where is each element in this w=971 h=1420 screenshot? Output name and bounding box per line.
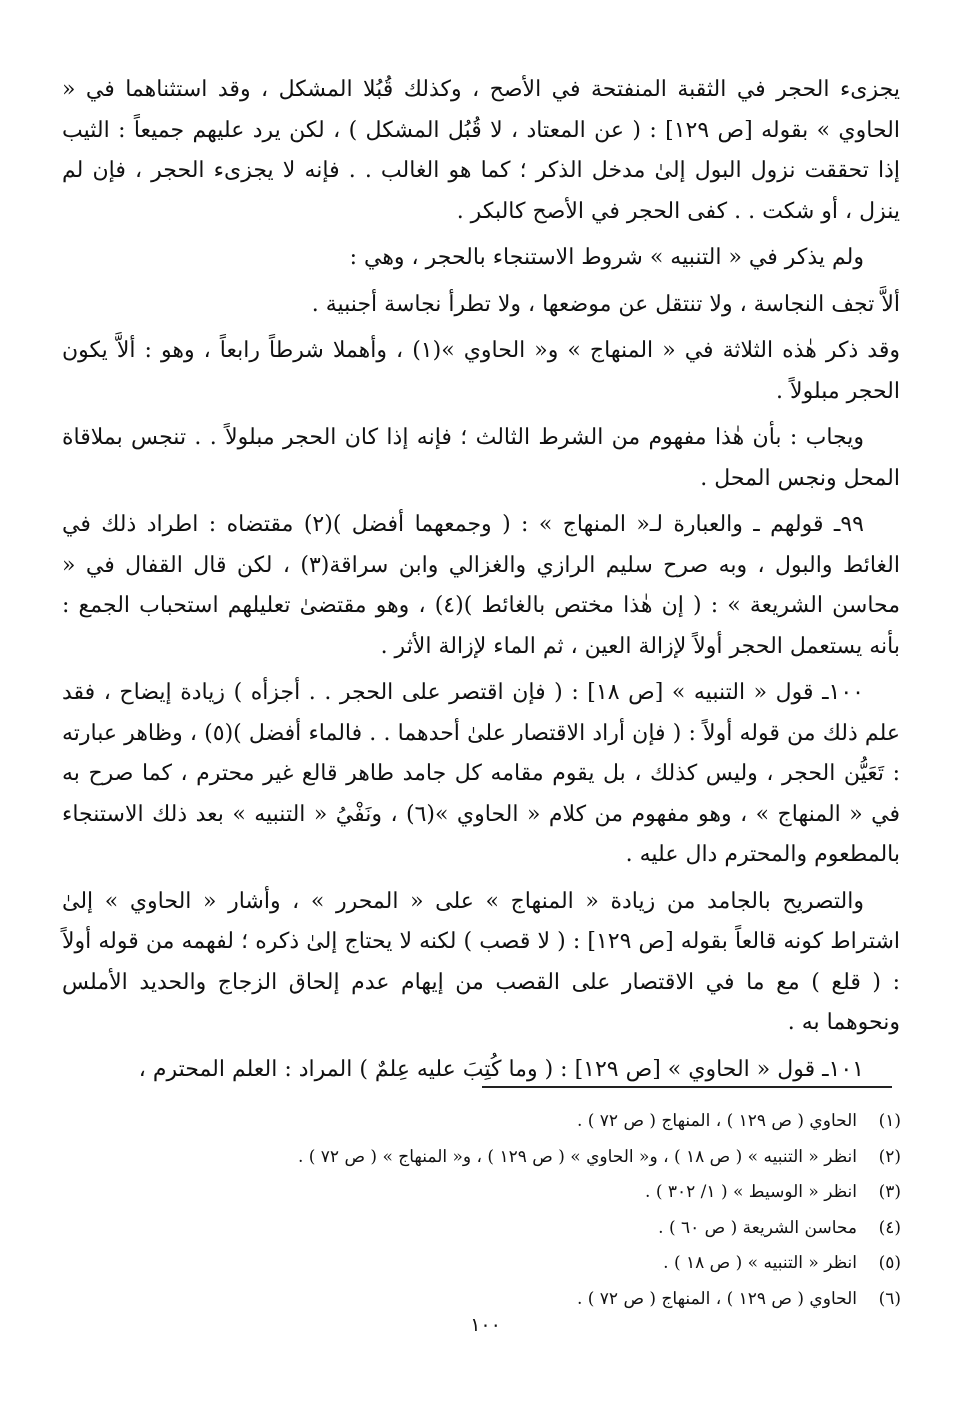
footnote-3 — [141, 1175, 901, 1211]
paragraph-4: وقد ذكر هٰذه الثلاثة في « المنهاج » و« الحاوي »(١) ، وأهملا شرطاً رابعاً ، وهو : ألاَّ يكون الحجر مبلولاً . — [62, 338, 900, 404]
paragraph-99: ٩٩ـ قولهم ـ والعبارة لـ« المنهاج » : ( وجمعهما أفضل )(٢) مقتضاه : اطراد ذلك في الغائط والبول ، وبه صرح سليم الرازي والغزالي وابن سراقة(٣) ، لكن قال القفال في « محاسن الشريعة » : ( إن هٰذا مختص بالغائط )(٤) ، وهو مقتضىٰ تعليلهم استحباب الجمع : بأنه يستعمل الحجر أولاً لإزالة العين ، ثم الماء لإزالة الأثر . — [62, 512, 901, 659]
footnotes — [141, 1104, 901, 1317]
paragraph-5: ويجاب : بأن هٰذا مفهوم من الشرط الثالث ؛ فإنه إذا كان الحجر مبلولاً . . تنجس بملاقاة المحل ونجس المحل . — [62, 425, 900, 491]
footnote-number: (٥) — [878, 1253, 901, 1273]
paragraph-3: ألاَّ تجف النجاسة ، ولا تنتقل عن موضعها ، ولا تطرأ نجاسة أجنبية . — [311, 291, 900, 317]
paragraph-100: ١٠٠ـ قول « التنبيه » [ص ١٨] : ( فإن اقتصر على الحجر . . أجزأه ) زيادة إيضاح ، فقد علم ذلك من قوله أولاً : ( فإن أراد الاقتصار علىٰ أحدهما . . فالماء أفضل )(٥) ، وظاهر عبارته : تَعَيُّن الحجر ، وليس كذلك ، بل يقوم مقامه كل جامد طاهر قالع غير محترم ، كما صرح به في « المنهاج » ، وهو مفهوم من كلام « الحاوي »(٦) ، ونَفْيُ « التنبيه » بعد ذلك الاستنجاء بالمطعوم والمحترم دال عليه . — [62, 680, 900, 867]
footnote-text: محاسن الشريعة ( ص ٦٠ ) . — [658, 1217, 857, 1238]
footnote-2 — [141, 1140, 901, 1176]
paragraph-2: ولم يذكر في « التنبيه » شروط الاستنجاء بالحجر ، وهي : — [349, 245, 864, 270]
footnote-number: (٢) — [878, 1146, 901, 1167]
footnote-1 — [141, 1104, 901, 1140]
paragraph-1: يجزىء الحجر في الثقبة المنفتحة في الأصح ، وكذلك قُبُلا المشكل ، وقد استثناهما في « الحاوي » بقوله [ص ١٢٩] : ( عن المعتاد ، لا قُبُل المشكل ) ، لكن يرد عليهم جميعاً : الثيب إذا تحققت نزول البول إلىٰ مدخل الذكر ؛ كما هو الغالب . . فإنه لا يجزىء الحجر ، فإن لم ينزل ، أو شكت . . كفى الحجر في الأصح كالبكر . — [62, 77, 900, 224]
footnote-number: (٦) — [878, 1288, 901, 1309]
page-body — [62, 70, 900, 1096]
footnote-text: الحاوي ( ص ١٢٩ ) ، المنهاج ( ص ٧٢ ) . — [576, 1111, 857, 1131]
footnote-number: (٣) — [878, 1182, 901, 1202]
footnote-5 — [141, 1246, 901, 1282]
footnote-text: انظر « التنبيه » ( ص ١٨ ) ، و« الحاوي » ( ص ١٢٩ ) ، و« المنهاج » ( ص ٧٢ ) . — [297, 1146, 857, 1167]
paragraph-8: والتصريح بالجامد من زيادة « المنهاج » على « المحرر » ، وأشار « الحاوي » إلىٰ اشتراط كونه قالعاً بقوله [ص ١٢٩] : ( لا قصب ) لكنه لا يحتاج إلىٰ ذكره ؛ لفهمه من قوله أولاً : ( قلع ) مع ما في الاقتصار على القصب من إيهام عدم إلحاق الزجاج والحديد الأملس ونحوهما به . — [62, 888, 901, 1035]
footnote-number: (١) — [878, 1111, 901, 1131]
footnote-text: الحاوي ( ص ١٢٩ ) ، المنهاج ( ص ٧٢ ) . — [576, 1288, 857, 1309]
footnote-text: انظر « الوسيط » ( ١/ ٣٠٢ ) . — [645, 1182, 857, 1202]
page-number: ١٠٠ — [470, 1314, 501, 1336]
footnote-4 — [141, 1211, 901, 1247]
footnote-6 — [141, 1282, 901, 1318]
paragraph-101: ١٠١ـ قول « الحاوي » [ص ١٢٩] : ( وما كُتِبَ عليه عِلمٌ ) المراد : العلم المحترم ، — [138, 1056, 864, 1082]
footnote-number: (٤) — [878, 1217, 901, 1238]
footnote-divider — [482, 1086, 892, 1088]
footnote-text: انظر « التنبيه » ( ص ١٨ ) . — [663, 1253, 857, 1273]
